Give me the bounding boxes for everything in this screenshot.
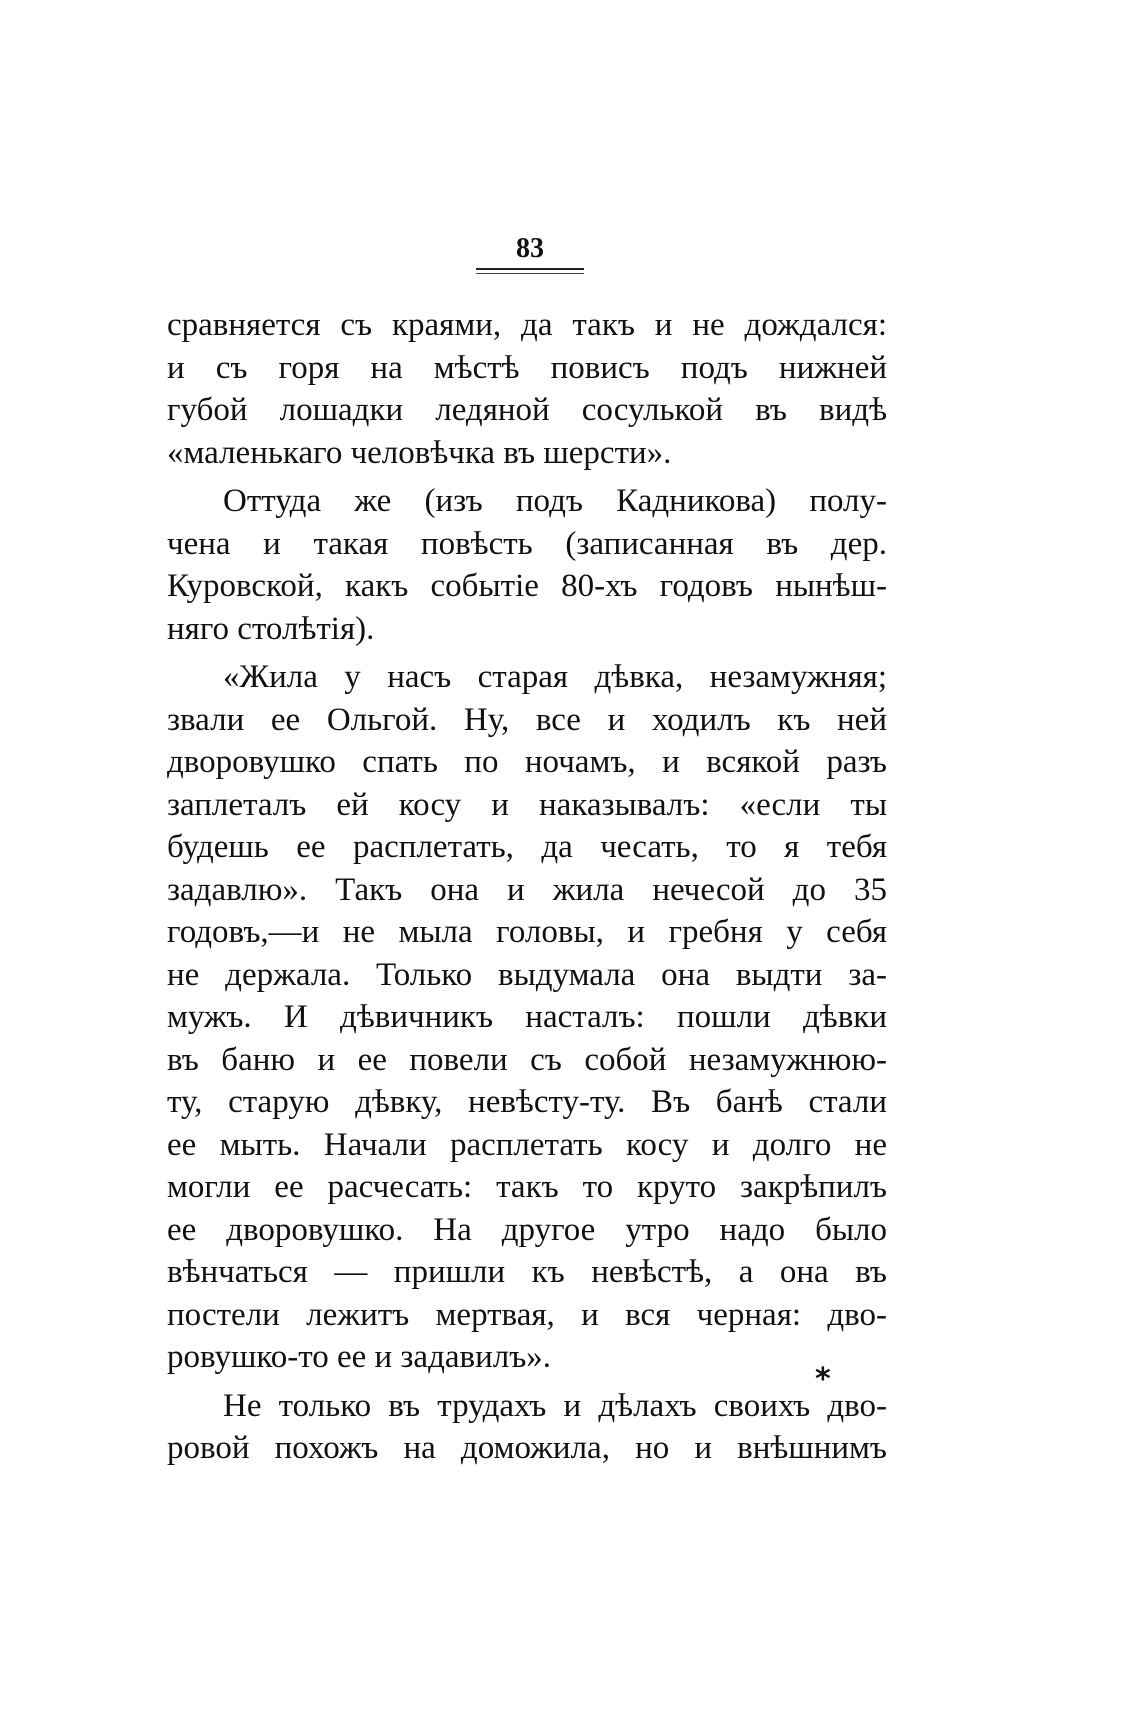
- text-line: «маленькаго человѣчка въ шерсти».: [167, 434, 672, 471]
- page-number: 83: [516, 233, 544, 264]
- text-line: сравняется съ краями, да такъ и не дождался:: [167, 307, 887, 343]
- text-line: въ баню и ее повели съ собой незамужнюю-: [167, 1041, 887, 1078]
- text-line: годовъ,—и не мыла головы, и гребня у себя: [167, 914, 887, 950]
- text-line: задавлю». Такъ она и жила нечесой до 35: [167, 871, 887, 908]
- signature-mark: *: [815, 1362, 831, 1397]
- text-line: Куровской, какъ событіе 80-хъ годовъ нынѣш-: [167, 568, 887, 604]
- text-line: постели лежитъ мертвая, и вся черная: дво-: [167, 1296, 887, 1333]
- text-line: губой лошадки ледяной сосулькой въ видѣ: [167, 392, 887, 428]
- text-line: чена и такая повѣсть (записанная въ дер.: [167, 525, 887, 562]
- text-line: ее мыть. Начали расплетать косу и долго не: [167, 1126, 887, 1163]
- text-line: могли ее расчесать: такъ то круто закрѣпилъ: [167, 1169, 887, 1205]
- text-line: и съ горя на мѣстѣ повисъ подъ нижней: [167, 349, 887, 386]
- text-line: Не только въ трудахъ и дѣлахъ своихъ дво-: [223, 1387, 887, 1424]
- page-number-rule-thin: [476, 273, 584, 274]
- text-line: ее дворовушко. На другое утро надо было: [167, 1211, 887, 1248]
- text-line: ровой похожъ на доможила, но и внѣшнимъ: [167, 1430, 887, 1466]
- text-line: дворовушко спать по ночамъ, и всякой разъ: [167, 744, 887, 780]
- text-line: вѣнчаться — пришли къ невѣстѣ, а она въ: [167, 1254, 887, 1290]
- text-line: будешь ее расплетать, да чесать, то я тебя: [167, 829, 887, 865]
- text-line: Оттуда же (изъ подъ Кадникова) полу-: [223, 483, 887, 519]
- text-line: няго столѣтія).: [167, 610, 375, 647]
- text-line: не держала. Только выдумала она выдти за-: [167, 956, 887, 993]
- text-line: мужъ. И дѣвичникъ насталъ: пошли дѣвки: [167, 999, 887, 1035]
- text-line: заплеталъ ей косу и наказывалъ: «если ты: [167, 786, 887, 823]
- text-line: ту, старую дѣвку, невѣсту-ту. Въ банѣ стали: [167, 1084, 887, 1120]
- text-line: ровушко-то ее и задавилъ».: [167, 1339, 552, 1375]
- text-line: «Жила у насъ старая дѣвка, незамужняя;: [223, 659, 887, 695]
- text-line: звали ее Ольгой. Ну, все и ходилъ къ ней: [167, 701, 887, 738]
- body-text: [167, 304, 887, 1470]
- page-number-rule: [476, 268, 584, 270]
